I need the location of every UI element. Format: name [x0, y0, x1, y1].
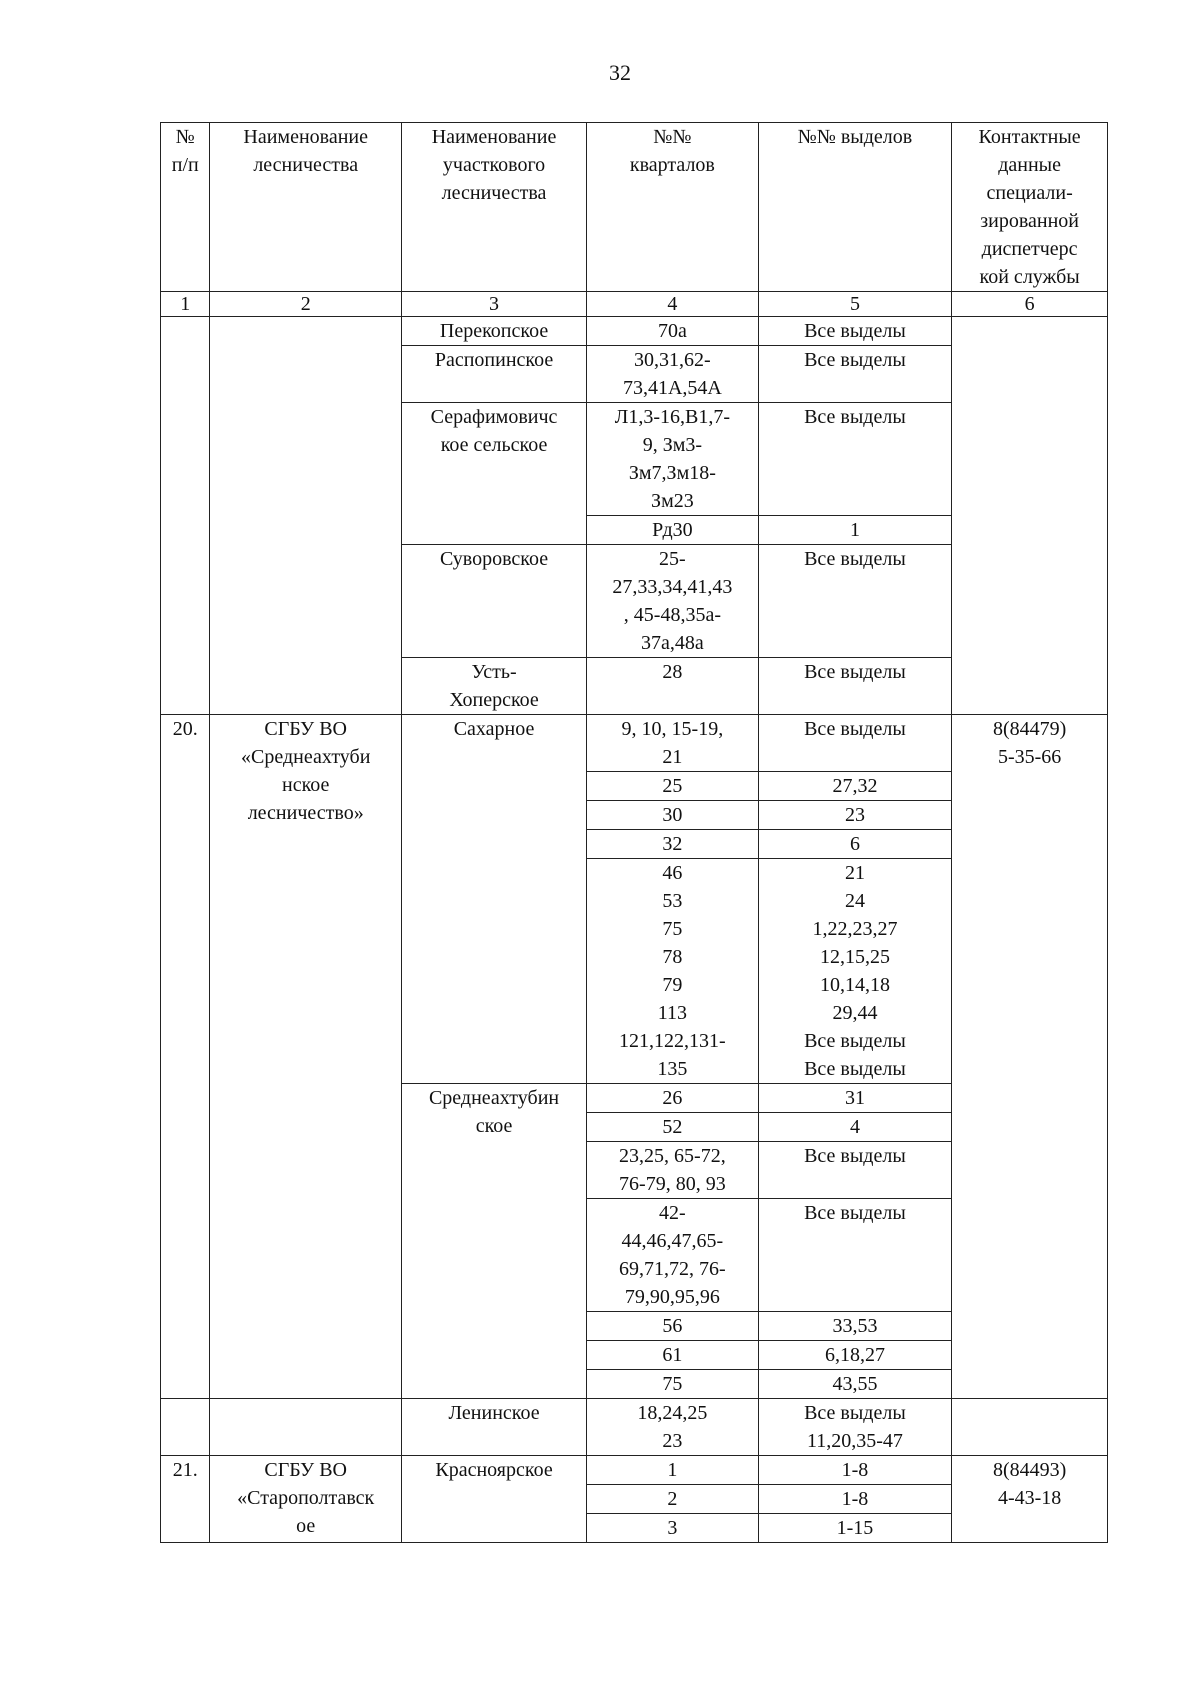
row-number-cell: 21.	[161, 1456, 210, 1543]
quarters-cell: 46 53 75 78 79 113 121,122,131- 135	[587, 859, 759, 1084]
allotments-cell: 6,18,27	[758, 1341, 952, 1370]
allotments-cell: Все выделы	[758, 1142, 952, 1199]
quarters-cell: 25	[587, 772, 759, 801]
contact-cell: 8(84493) 4-43-18	[952, 1456, 1108, 1543]
allotments-cell: Все выделы	[758, 403, 952, 516]
quarters-cell: 3	[587, 1514, 759, 1543]
quarters-cell: 18,24,25 23	[587, 1399, 759, 1456]
column-number: 1	[161, 292, 210, 317]
district-cell: Суворовское	[401, 545, 586, 658]
header-row	[161, 123, 1108, 292]
allotments-cell: 27,32	[758, 772, 952, 801]
allotments-cell: 23	[758, 801, 952, 830]
allotments-cell: Все выделы	[758, 317, 952, 346]
header-cell: Наименование лесничества	[210, 123, 402, 292]
quarters-cell: 61	[587, 1341, 759, 1370]
allotments-cell: 21 24 1,22,23,27 12,15,25 10,14,18 29,44 Все выделы Все выделы	[758, 859, 952, 1084]
district-cell: Усть- Хоперское	[401, 658, 586, 715]
allotments-cell: 1-8	[758, 1456, 952, 1485]
allotments-cell: 1-15	[758, 1514, 952, 1543]
allotments-cell: Все выделы	[758, 1199, 952, 1312]
district-cell: Среднеахтубин ское	[401, 1084, 586, 1399]
quarters-cell: 70а	[587, 317, 759, 346]
district-cell: Красноярское	[401, 1456, 586, 1543]
column-number: 6	[952, 292, 1108, 317]
contact-cell: 8(84479) 5-35-66	[952, 715, 1108, 1399]
quarters-cell: 25- 27,33,34,41,43 , 45-48,35а- 37а,48а	[587, 545, 759, 658]
allotments-cell: Все выделы 11,20,35-47	[758, 1399, 952, 1456]
page-number: 32	[609, 60, 631, 85]
quarters-cell: 9, 10, 15-19, 21	[587, 715, 759, 772]
district-cell: Серафимовичс кое сельское	[401, 403, 586, 545]
allotments-cell: Все выделы	[758, 715, 952, 772]
allotments-cell: 1-8	[758, 1485, 952, 1514]
forestry-table	[160, 122, 1108, 1543]
allotments-cell: 1	[758, 516, 952, 545]
contact-cell	[952, 317, 1108, 715]
allotments-cell: Все выделы	[758, 346, 952, 403]
allotments-cell: 31	[758, 1084, 952, 1113]
header-cell: № п/п	[161, 123, 210, 292]
quarters-cell: 75	[587, 1370, 759, 1399]
column-number: 3	[401, 292, 586, 317]
forestry-name-cell: СГБУ ВО «Старополтавск ое	[210, 1456, 402, 1543]
quarters-cell: 2	[587, 1485, 759, 1514]
column-number-row	[161, 292, 1108, 317]
table-row	[161, 715, 1108, 772]
header-cell: Контактные данные специали- зированной диспетчерс кой службы	[952, 123, 1108, 292]
quarters-cell: 26	[587, 1084, 759, 1113]
allotments-cell: 4	[758, 1113, 952, 1142]
table-row	[161, 1399, 1108, 1456]
district-cell: Ленинское	[401, 1399, 586, 1456]
quarters-cell: 32	[587, 830, 759, 859]
quarters-cell: 1	[587, 1456, 759, 1485]
district-cell: Сахарное	[401, 715, 586, 1084]
quarters-cell: 28	[587, 658, 759, 715]
allotments-cell: Все выделы	[758, 658, 952, 715]
table-row	[161, 1456, 1108, 1485]
row-number-cell	[161, 317, 210, 715]
quarters-cell: 30	[587, 801, 759, 830]
forestry-name-cell	[210, 317, 402, 715]
column-number: 5	[758, 292, 952, 317]
allotments-cell: 43,55	[758, 1370, 952, 1399]
quarters-cell: 42- 44,46,47,65- 69,71,72, 76- 79,90,95,96	[587, 1199, 759, 1312]
header-cell: №№ кварталов	[587, 123, 759, 292]
column-number: 2	[210, 292, 402, 317]
column-number: 4	[587, 292, 759, 317]
forestry-name-cell: СГБУ ВО «Среднеахтуби нское лесничество»	[210, 715, 402, 1399]
district-cell: Распопинское	[401, 346, 586, 403]
allotments-cell: 6	[758, 830, 952, 859]
allotments-cell: 33,53	[758, 1312, 952, 1341]
quarters-cell: Рд30	[587, 516, 759, 545]
contact-cell	[952, 1399, 1108, 1456]
quarters-cell: Л1,3-16,В1,7- 9, Зм3- Зм7,Зм18- Зм23	[587, 403, 759, 516]
header-cell: Наименование участкового лесничества	[401, 123, 586, 292]
quarters-cell: 52	[587, 1113, 759, 1142]
forestry-name-cell	[210, 1399, 402, 1456]
row-number-cell	[161, 1399, 210, 1456]
quarters-cell: 23,25, 65-72, 76-79, 80, 93	[587, 1142, 759, 1199]
row-number-cell: 20.	[161, 715, 210, 1399]
district-cell: Перекопское	[401, 317, 586, 346]
table-row	[161, 317, 1108, 346]
quarters-cell: 30,31,62- 73,41А,54А	[587, 346, 759, 403]
allotments-cell: Все выделы	[758, 545, 952, 658]
header-cell: №№ выделов	[758, 123, 952, 292]
quarters-cell: 56	[587, 1312, 759, 1341]
